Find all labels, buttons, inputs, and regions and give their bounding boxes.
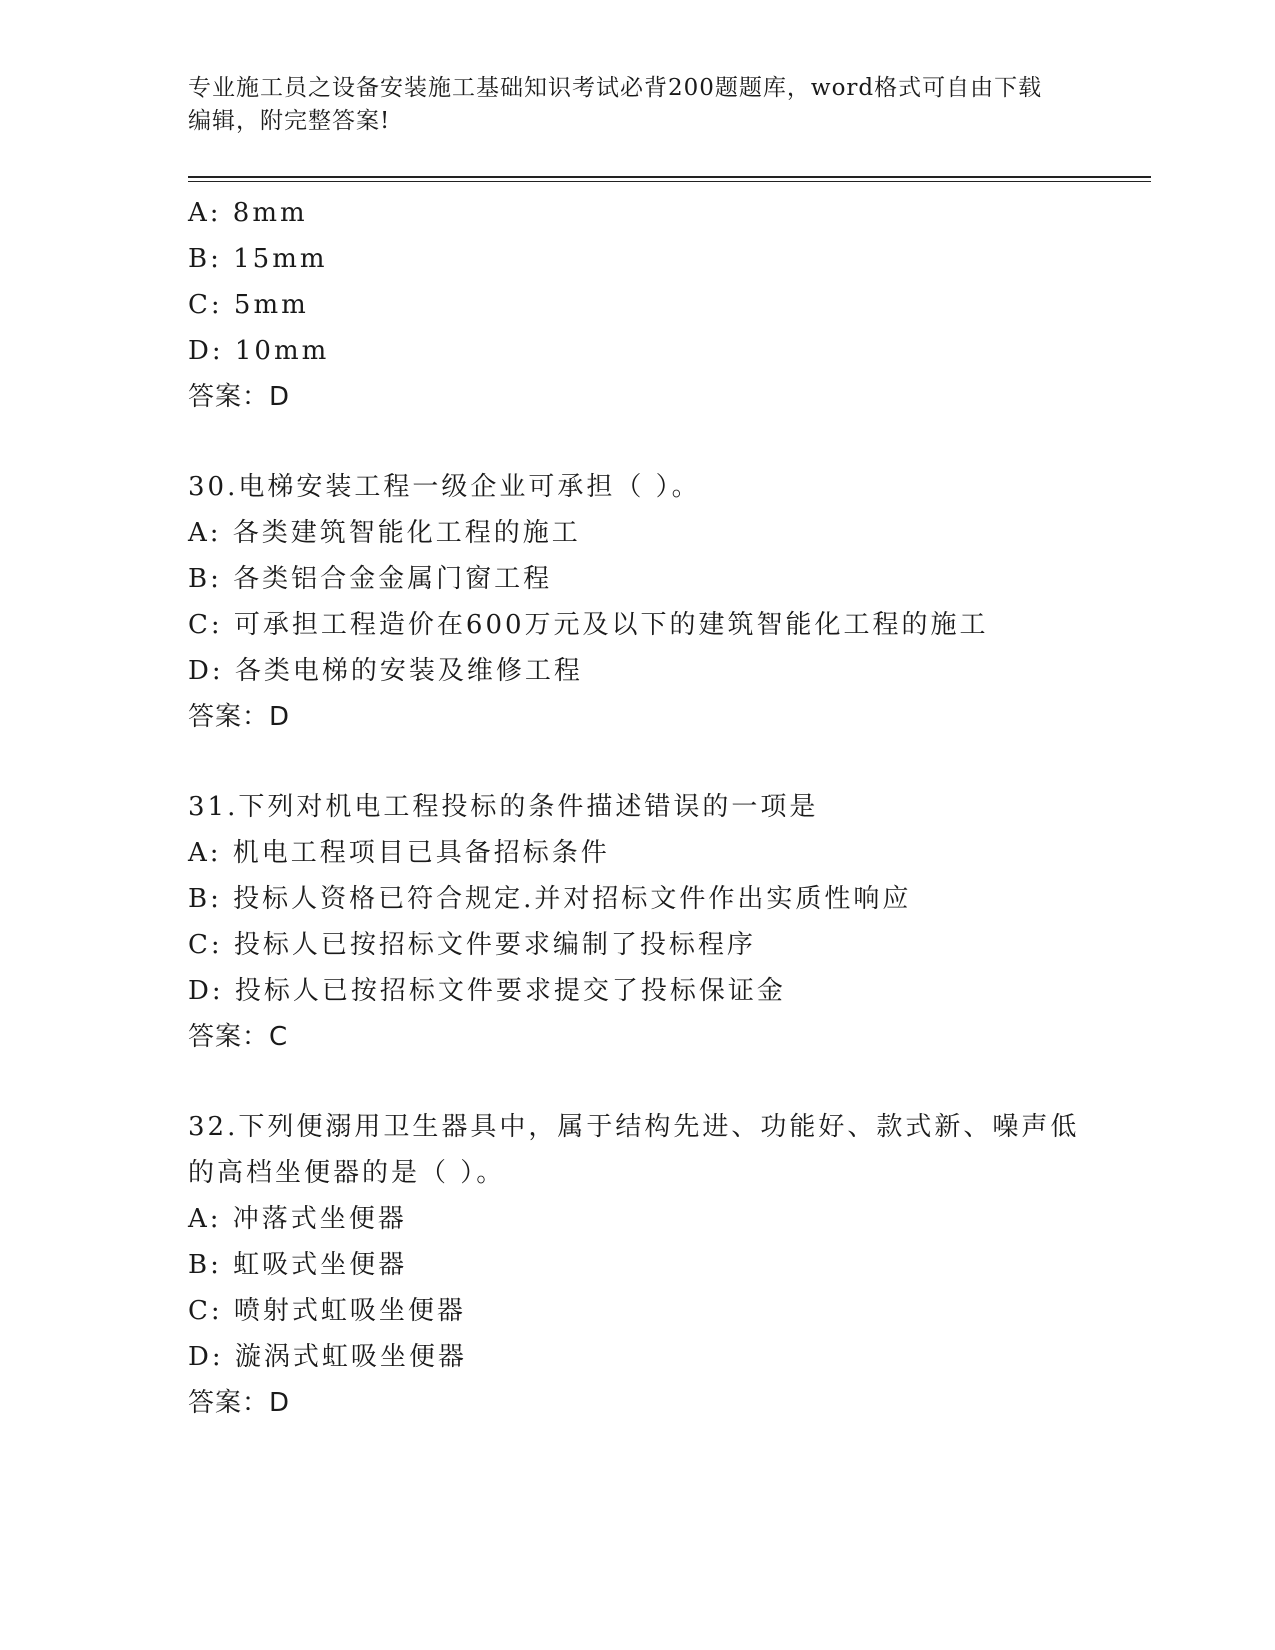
question-29 [188, 190, 1108, 420]
option-c: C: 喷射式虹吸坐便器 [188, 1296, 466, 1326]
option-b: B: 15mm [188, 244, 328, 274]
document-header [188, 72, 1068, 138]
question-stem-line-1: 32.下列便溺用卫生器具中，属于结构先进、功能好、款式新、噪声低 [188, 1112, 1080, 1142]
header-divider-thin [188, 181, 1151, 182]
question-31 [188, 784, 1108, 1060]
option-a: A: 8mm [188, 198, 308, 228]
question-stem: 30.电梯安装工程一级企业可承担（ ）。 [188, 472, 701, 502]
option-c: C: 5mm [188, 290, 309, 320]
option-d: D: 投标人已按招标文件要求提交了投标保证金 [188, 976, 786, 1006]
option-c: C: 投标人已按招标文件要求编制了投标程序 [188, 930, 756, 960]
answer: 答案：D [188, 382, 291, 412]
option-b: B: 投标人资格已符合规定.并对招标文件作出实质性响应 [188, 884, 912, 914]
header-title-line-2: 编辑，附完整答案! [188, 108, 391, 134]
answer: 答案：D [188, 702, 291, 732]
answer: 答案：C [188, 1022, 289, 1052]
question-stem: 31.下列对机电工程投标的条件描述错误的一项是 [188, 792, 819, 822]
answer: 答案：D [188, 1388, 291, 1418]
header-divider-thick [188, 176, 1151, 178]
option-a: A: 机电工程项目已具备招标条件 [188, 838, 610, 868]
option-a: A: 冲落式坐便器 [188, 1204, 407, 1234]
question-32 [188, 1104, 1108, 1426]
option-b: B: 虹吸式坐便器 [188, 1250, 408, 1280]
option-b: B: 各类铝合金金属门窗工程 [188, 564, 553, 594]
option-d: D: 漩涡式虹吸坐便器 [188, 1342, 467, 1372]
header-title-line-1: 专业施工员之设备安装施工基础知识考试必背200题题库，word格式可自由下载 [188, 75, 1043, 101]
option-d: D: 10mm [188, 336, 330, 366]
option-d: D: 各类电梯的安装及维修工程 [188, 656, 583, 686]
question-stem-line-2: 的高档坐便器的是（ ）。 [188, 1158, 506, 1188]
question-list [188, 190, 1108, 1426]
spacer [188, 420, 1108, 464]
question-30 [188, 464, 1108, 740]
spacer [188, 1060, 1108, 1104]
option-c: C: 可承担工程造价在600万元及以下的建筑智能化工程的施工 [188, 610, 989, 640]
option-a: A: 各类建筑智能化工程的施工 [188, 518, 581, 548]
spacer [188, 740, 1108, 784]
